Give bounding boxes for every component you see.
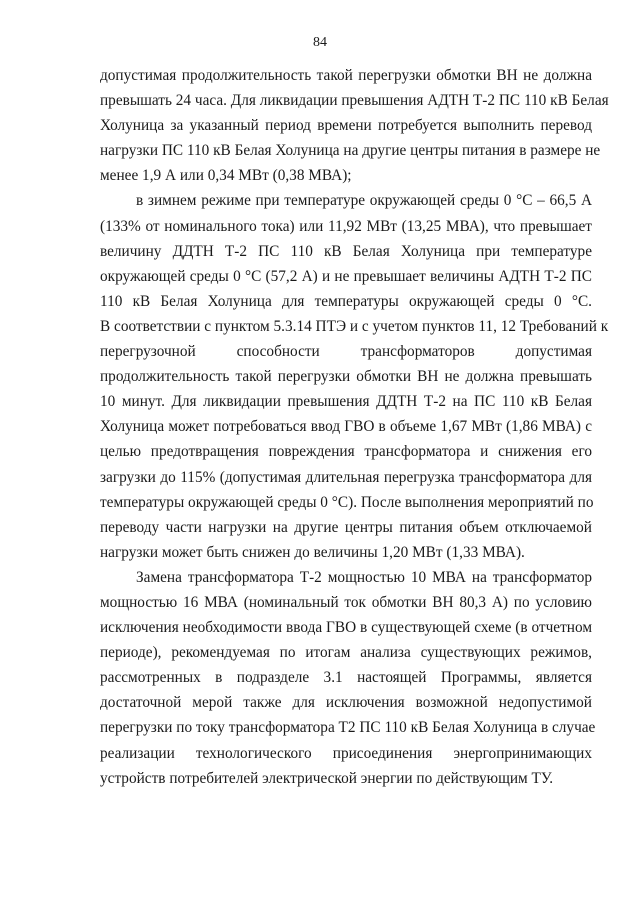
text-line: нагрузки может быть снижен до величины 1,20 МВт (1,33 МВА).: [100, 543, 525, 561]
text-line: реализации технологического присоединения энергопринимающих: [100, 744, 592, 762]
text-line: перегрузочной способности трансформаторов допустимая: [100, 343, 592, 361]
text-line: загрузки до 115% (допустимая длительная перегрузка трансформатора для: [100, 468, 592, 486]
paragraph-2: [100, 188, 609, 564]
text-line: температуры окружающей среды 0 °C). После выполнения мероприятий по: [100, 493, 594, 511]
text-line: Холуница за указанный период времени потребуется выполнить перевод: [100, 117, 592, 135]
text-line: мощностью 16 МВА (номинальный ток обмотки ВН 80,3 А) по условию: [100, 593, 592, 611]
text-line: допустимая продолжительность такой перегрузки обмотки ВН не должна: [100, 67, 592, 84]
text-line: менее 1,9 А или 0,34 МВт (0,38 МВА);: [100, 167, 352, 185]
text-line: превышать 24 часа. Для ликвидации превышения АДТН Т-2 ПС 110 кВ Белая: [100, 92, 609, 110]
text-line: 110 кВ Белая Холуница для температуры окружающей среды 0 °C.: [100, 292, 592, 310]
text-line: продолжительность такой перегрузки обмотки ВН не должна превышать: [100, 368, 592, 386]
text-line: окружающей среды 0 °C (57,2 А) и не превышает величины АДТН Т-2 ПС: [100, 267, 592, 285]
text-line: переводу части нагрузки на другие центры питания объем отключаемой: [100, 518, 592, 536]
text-line: нагрузки ПС 110 кВ Белая Холуница на другие центры питания в размере не: [100, 142, 601, 160]
text-line: рассмотренных в подразделе 3.1 настоящей Программы, является: [100, 669, 592, 687]
document-body: [100, 63, 609, 791]
text-line: величину ДДТН Т-2 ПС 110 кВ Белая Холуница при температуре: [100, 242, 592, 260]
text-line: перегрузки по току трансформатора Т2 ПС 110 кВ Белая Холуница в случае: [100, 719, 596, 737]
text-line: достаточной мерой также для исключения возможной недопустимой: [100, 694, 592, 712]
text-line: Замена трансформатора Т-2 мощностью 10 МВА на трансформатор: [136, 568, 592, 586]
paragraph-1: [100, 63, 609, 188]
text-line: исключения необходимости ввода ГВО в существующей схеме (в отчетном: [100, 619, 592, 637]
text-line: 10 минут. Для ликвидации превышения ДДТН Т-2 на ПС 110 кВ Белая: [100, 393, 592, 411]
page-number: 84: [313, 35, 327, 50]
text-line: целью предотвращения повреждения трансформатора и снижения его: [100, 443, 592, 461]
text-line: В соответствии с пунктом 5.3.14 ПТЭ и с учетом пунктов 11, 12 Требований к: [100, 317, 609, 335]
paragraph-3: [100, 565, 596, 791]
text-line: периоде), рекомендуемая по итогам анализа существующих режимов,: [100, 644, 592, 662]
text-line: (133% от номинального тока) или 11,92 МВт (13,25 МВА), что превышает: [100, 217, 592, 235]
text-line: устройств потребителей электрической энергии по действующим ТУ.: [100, 769, 554, 787]
text-line: в зимнем режиме при температуре окружающей среды 0 °C – 66,5 А: [136, 192, 592, 210]
text-line: Холуница может потребоваться ввод ГВО в объеме 1,67 МВт (1,86 МВА) с: [100, 418, 592, 436]
